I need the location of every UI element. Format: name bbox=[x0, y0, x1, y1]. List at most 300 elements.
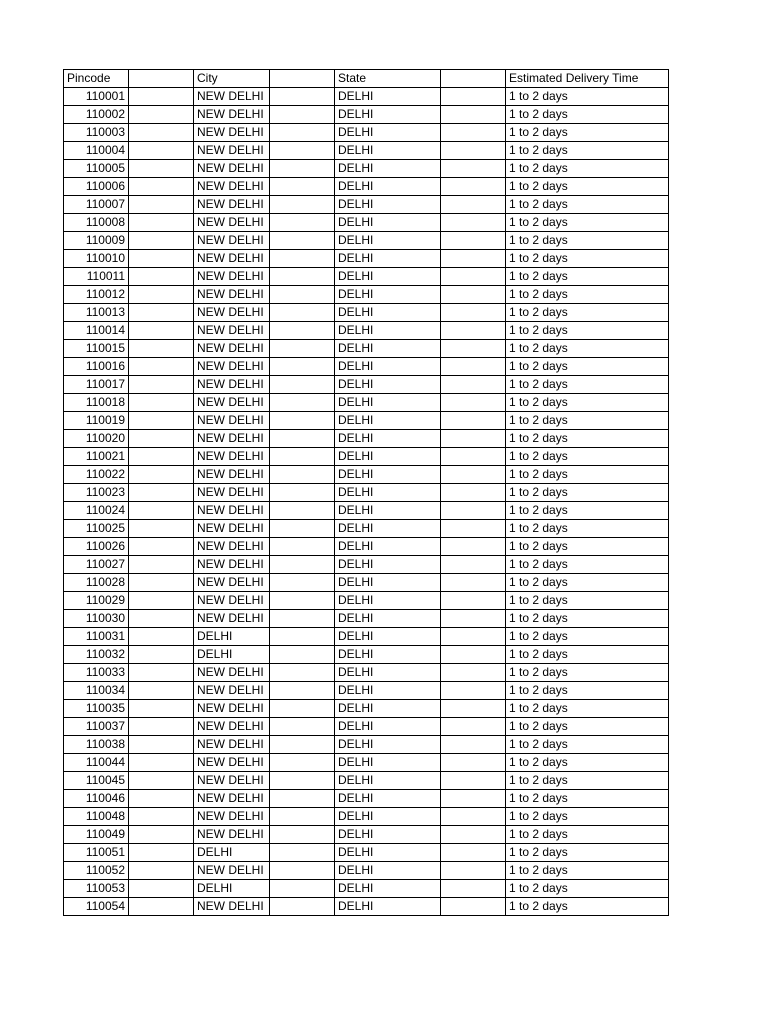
pincode-cell[interactable]: 110031 bbox=[64, 628, 129, 646]
city-cell[interactable]: NEW DELHI bbox=[194, 196, 270, 214]
blank-cell[interactable] bbox=[270, 448, 335, 466]
blank-cell[interactable] bbox=[270, 574, 335, 592]
delivery-time-cell[interactable]: 1 to 2 days bbox=[506, 484, 669, 502]
city-cell[interactable]: NEW DELHI bbox=[194, 232, 270, 250]
pincode-cell[interactable]: 110048 bbox=[64, 808, 129, 826]
blank-cell[interactable] bbox=[129, 214, 194, 232]
blank-cell[interactable] bbox=[441, 232, 506, 250]
state-cell[interactable]: DELHI bbox=[335, 466, 441, 484]
delivery-time-cell[interactable]: 1 to 2 days bbox=[506, 376, 669, 394]
header-state[interactable]: State bbox=[335, 70, 441, 88]
delivery-time-cell[interactable]: 1 to 2 days bbox=[506, 520, 669, 538]
city-cell[interactable]: NEW DELHI bbox=[194, 610, 270, 628]
blank-cell[interactable] bbox=[129, 520, 194, 538]
pincode-cell[interactable]: 110032 bbox=[64, 646, 129, 664]
blank-cell[interactable] bbox=[441, 520, 506, 538]
delivery-time-cell[interactable]: 1 to 2 days bbox=[506, 178, 669, 196]
blank-cell[interactable] bbox=[270, 808, 335, 826]
state-cell[interactable]: DELHI bbox=[335, 880, 441, 898]
city-cell[interactable]: NEW DELHI bbox=[194, 466, 270, 484]
blank-cell[interactable] bbox=[129, 592, 194, 610]
state-cell[interactable]: DELHI bbox=[335, 250, 441, 268]
blank-cell[interactable] bbox=[270, 466, 335, 484]
city-cell[interactable]: NEW DELHI bbox=[194, 340, 270, 358]
blank-cell[interactable] bbox=[270, 556, 335, 574]
blank-cell[interactable] bbox=[129, 718, 194, 736]
blank-cell[interactable] bbox=[441, 772, 506, 790]
city-cell[interactable]: NEW DELHI bbox=[194, 412, 270, 430]
blank-cell[interactable] bbox=[441, 196, 506, 214]
pincode-cell[interactable]: 110029 bbox=[64, 592, 129, 610]
state-cell[interactable]: DELHI bbox=[335, 754, 441, 772]
delivery-time-cell[interactable]: 1 to 2 days bbox=[506, 628, 669, 646]
blank-cell[interactable] bbox=[441, 808, 506, 826]
pincode-cell[interactable]: 110018 bbox=[64, 394, 129, 412]
pincode-cell[interactable]: 110011 bbox=[64, 268, 129, 286]
blank-cell[interactable] bbox=[129, 646, 194, 664]
delivery-time-cell[interactable]: 1 to 2 days bbox=[506, 790, 669, 808]
state-cell[interactable]: DELHI bbox=[335, 646, 441, 664]
blank-cell[interactable] bbox=[270, 304, 335, 322]
blank-cell[interactable] bbox=[441, 142, 506, 160]
blank-cell[interactable] bbox=[441, 574, 506, 592]
city-cell[interactable]: NEW DELHI bbox=[194, 124, 270, 142]
state-cell[interactable]: DELHI bbox=[335, 286, 441, 304]
state-cell[interactable]: DELHI bbox=[335, 574, 441, 592]
blank-cell[interactable] bbox=[129, 358, 194, 376]
state-cell[interactable]: DELHI bbox=[335, 664, 441, 682]
pincode-cell[interactable]: 110034 bbox=[64, 682, 129, 700]
pincode-cell[interactable]: 110009 bbox=[64, 232, 129, 250]
blank-cell[interactable] bbox=[270, 682, 335, 700]
blank-cell[interactable] bbox=[441, 502, 506, 520]
state-cell[interactable]: DELHI bbox=[335, 358, 441, 376]
blank-cell[interactable] bbox=[270, 790, 335, 808]
pincode-cell[interactable]: 110004 bbox=[64, 142, 129, 160]
blank-cell[interactable] bbox=[441, 124, 506, 142]
blank-cell[interactable] bbox=[270, 430, 335, 448]
blank-cell[interactable] bbox=[441, 700, 506, 718]
blank-cell[interactable] bbox=[270, 538, 335, 556]
blank-cell[interactable] bbox=[129, 124, 194, 142]
state-cell[interactable]: DELHI bbox=[335, 376, 441, 394]
blank-cell[interactable] bbox=[129, 394, 194, 412]
pincode-cell[interactable]: 110044 bbox=[64, 754, 129, 772]
state-cell[interactable]: DELHI bbox=[335, 628, 441, 646]
delivery-time-cell[interactable]: 1 to 2 days bbox=[506, 646, 669, 664]
blank-cell[interactable] bbox=[129, 808, 194, 826]
pincode-cell[interactable]: 110024 bbox=[64, 502, 129, 520]
blank-cell[interactable] bbox=[270, 484, 335, 502]
city-cell[interactable]: NEW DELHI bbox=[194, 772, 270, 790]
blank-cell[interactable] bbox=[270, 268, 335, 286]
blank-cell[interactable] bbox=[270, 376, 335, 394]
blank-cell[interactable] bbox=[270, 322, 335, 340]
pincode-cell[interactable]: 110002 bbox=[64, 106, 129, 124]
city-cell[interactable]: NEW DELHI bbox=[194, 484, 270, 502]
state-cell[interactable]: DELHI bbox=[335, 898, 441, 916]
blank-cell[interactable] bbox=[129, 250, 194, 268]
city-cell[interactable]: NEW DELHI bbox=[194, 754, 270, 772]
delivery-time-cell[interactable]: 1 to 2 days bbox=[506, 592, 669, 610]
blank-cell[interactable] bbox=[441, 484, 506, 502]
city-cell[interactable]: NEW DELHI bbox=[194, 448, 270, 466]
header-pincode[interactable]: Pincode bbox=[64, 70, 129, 88]
pincode-cell[interactable]: 110045 bbox=[64, 772, 129, 790]
blank-cell[interactable] bbox=[129, 556, 194, 574]
blank-cell[interactable] bbox=[129, 106, 194, 124]
pincode-cell[interactable]: 110027 bbox=[64, 556, 129, 574]
blank-cell[interactable] bbox=[129, 268, 194, 286]
delivery-time-cell[interactable]: 1 to 2 days bbox=[506, 808, 669, 826]
city-cell[interactable]: NEW DELHI bbox=[194, 268, 270, 286]
header-city[interactable]: City bbox=[194, 70, 270, 88]
blank-cell[interactable] bbox=[441, 790, 506, 808]
pincode-cell[interactable]: 110053 bbox=[64, 880, 129, 898]
delivery-time-cell[interactable]: 1 to 2 days bbox=[506, 214, 669, 232]
state-cell[interactable]: DELHI bbox=[335, 736, 441, 754]
delivery-time-cell[interactable]: 1 to 2 days bbox=[506, 88, 669, 106]
state-cell[interactable]: DELHI bbox=[335, 556, 441, 574]
blank-cell[interactable] bbox=[441, 538, 506, 556]
state-cell[interactable]: DELHI bbox=[335, 124, 441, 142]
blank-cell[interactable] bbox=[129, 610, 194, 628]
city-cell[interactable]: DELHI bbox=[194, 844, 270, 862]
pincode-cell[interactable]: 110030 bbox=[64, 610, 129, 628]
state-cell[interactable]: DELHI bbox=[335, 772, 441, 790]
city-cell[interactable]: NEW DELHI bbox=[194, 736, 270, 754]
state-cell[interactable]: DELHI bbox=[335, 178, 441, 196]
delivery-time-cell[interactable]: 1 to 2 days bbox=[506, 664, 669, 682]
header-delivery-time[interactable]: Estimated Delivery Time bbox=[506, 70, 669, 88]
blank-cell[interactable] bbox=[129, 322, 194, 340]
blank-cell[interactable] bbox=[441, 844, 506, 862]
city-cell[interactable]: NEW DELHI bbox=[194, 106, 270, 124]
delivery-time-cell[interactable]: 1 to 2 days bbox=[506, 160, 669, 178]
state-cell[interactable]: DELHI bbox=[335, 232, 441, 250]
delivery-time-cell[interactable]: 1 to 2 days bbox=[506, 430, 669, 448]
blank-cell[interactable] bbox=[129, 628, 194, 646]
blank-cell[interactable] bbox=[270, 214, 335, 232]
city-cell[interactable]: NEW DELHI bbox=[194, 556, 270, 574]
blank-cell[interactable] bbox=[270, 772, 335, 790]
blank-cell[interactable] bbox=[270, 664, 335, 682]
delivery-time-cell[interactable]: 1 to 2 days bbox=[506, 610, 669, 628]
blank-cell[interactable] bbox=[270, 412, 335, 430]
blank-cell[interactable] bbox=[441, 88, 506, 106]
pincode-cell[interactable]: 110049 bbox=[64, 826, 129, 844]
pincode-cell[interactable]: 110014 bbox=[64, 322, 129, 340]
state-cell[interactable]: DELHI bbox=[335, 592, 441, 610]
blank-cell[interactable] bbox=[441, 466, 506, 484]
delivery-time-cell[interactable]: 1 to 2 days bbox=[506, 232, 669, 250]
delivery-time-cell[interactable]: 1 to 2 days bbox=[506, 700, 669, 718]
blank-cell[interactable] bbox=[270, 196, 335, 214]
state-cell[interactable]: DELHI bbox=[335, 808, 441, 826]
pincode-cell[interactable]: 110028 bbox=[64, 574, 129, 592]
city-cell[interactable]: NEW DELHI bbox=[194, 700, 270, 718]
blank-cell[interactable] bbox=[129, 448, 194, 466]
blank-cell[interactable] bbox=[270, 520, 335, 538]
pincode-cell[interactable]: 110025 bbox=[64, 520, 129, 538]
blank-cell[interactable] bbox=[441, 250, 506, 268]
pincode-cell[interactable]: 110012 bbox=[64, 286, 129, 304]
blank-cell[interactable] bbox=[129, 772, 194, 790]
state-cell[interactable]: DELHI bbox=[335, 484, 441, 502]
blank-cell[interactable] bbox=[441, 880, 506, 898]
city-cell[interactable]: NEW DELHI bbox=[194, 538, 270, 556]
blank-cell[interactable] bbox=[129, 466, 194, 484]
blank-cell[interactable] bbox=[129, 304, 194, 322]
blank-cell[interactable] bbox=[441, 556, 506, 574]
delivery-time-cell[interactable]: 1 to 2 days bbox=[506, 448, 669, 466]
state-cell[interactable]: DELHI bbox=[335, 340, 441, 358]
city-cell[interactable]: NEW DELHI bbox=[194, 214, 270, 232]
blank-cell[interactable] bbox=[129, 700, 194, 718]
pincode-cell[interactable]: 110033 bbox=[64, 664, 129, 682]
state-cell[interactable]: DELHI bbox=[335, 322, 441, 340]
city-cell[interactable]: NEW DELHI bbox=[194, 286, 270, 304]
blank-cell[interactable] bbox=[270, 340, 335, 358]
blank-cell[interactable] bbox=[441, 178, 506, 196]
pincode-cell[interactable]: 110008 bbox=[64, 214, 129, 232]
city-cell[interactable]: NEW DELHI bbox=[194, 664, 270, 682]
city-cell[interactable]: NEW DELHI bbox=[194, 88, 270, 106]
delivery-time-cell[interactable]: 1 to 2 days bbox=[506, 142, 669, 160]
pincode-cell[interactable]: 110016 bbox=[64, 358, 129, 376]
blank-cell[interactable] bbox=[270, 502, 335, 520]
blank-cell[interactable] bbox=[270, 250, 335, 268]
pincode-cell[interactable]: 110046 bbox=[64, 790, 129, 808]
state-cell[interactable]: DELHI bbox=[335, 88, 441, 106]
pincode-cell[interactable]: 110038 bbox=[64, 736, 129, 754]
blank-cell[interactable] bbox=[270, 286, 335, 304]
delivery-time-cell[interactable]: 1 to 2 days bbox=[506, 304, 669, 322]
blank-cell[interactable] bbox=[270, 88, 335, 106]
pincode-cell[interactable]: 110017 bbox=[64, 376, 129, 394]
blank-cell[interactable] bbox=[441, 628, 506, 646]
state-cell[interactable]: DELHI bbox=[335, 394, 441, 412]
delivery-time-cell[interactable]: 1 to 2 days bbox=[506, 322, 669, 340]
blank-cell[interactable] bbox=[441, 430, 506, 448]
blank-cell[interactable] bbox=[270, 592, 335, 610]
blank-cell[interactable] bbox=[270, 142, 335, 160]
delivery-time-cell[interactable]: 1 to 2 days bbox=[506, 862, 669, 880]
blank-cell[interactable] bbox=[441, 394, 506, 412]
state-cell[interactable]: DELHI bbox=[335, 160, 441, 178]
blank-cell[interactable] bbox=[441, 286, 506, 304]
city-cell[interactable]: NEW DELHI bbox=[194, 574, 270, 592]
pincode-cell[interactable]: 110054 bbox=[64, 898, 129, 916]
city-cell[interactable]: NEW DELHI bbox=[194, 142, 270, 160]
state-cell[interactable]: DELHI bbox=[335, 142, 441, 160]
blank-cell[interactable] bbox=[129, 664, 194, 682]
city-cell[interactable]: NEW DELHI bbox=[194, 502, 270, 520]
blank-cell[interactable] bbox=[270, 700, 335, 718]
state-cell[interactable]: DELHI bbox=[335, 448, 441, 466]
delivery-time-cell[interactable]: 1 to 2 days bbox=[506, 412, 669, 430]
delivery-time-cell[interactable]: 1 to 2 days bbox=[506, 556, 669, 574]
delivery-time-cell[interactable]: 1 to 2 days bbox=[506, 250, 669, 268]
delivery-time-cell[interactable]: 1 to 2 days bbox=[506, 538, 669, 556]
blank-cell[interactable] bbox=[129, 340, 194, 358]
state-cell[interactable]: DELHI bbox=[335, 790, 441, 808]
pincode-cell[interactable]: 110006 bbox=[64, 178, 129, 196]
delivery-time-cell[interactable]: 1 to 2 days bbox=[506, 394, 669, 412]
header-blank-cell[interactable] bbox=[441, 70, 506, 88]
pincode-cell[interactable]: 110019 bbox=[64, 412, 129, 430]
city-cell[interactable]: NEW DELHI bbox=[194, 322, 270, 340]
city-cell[interactable]: NEW DELHI bbox=[194, 808, 270, 826]
blank-cell[interactable] bbox=[441, 898, 506, 916]
pincode-cell[interactable]: 110007 bbox=[64, 196, 129, 214]
city-cell[interactable]: DELHI bbox=[194, 880, 270, 898]
blank-cell[interactable] bbox=[129, 754, 194, 772]
blank-cell[interactable] bbox=[270, 736, 335, 754]
city-cell[interactable]: NEW DELHI bbox=[194, 898, 270, 916]
state-cell[interactable]: DELHI bbox=[335, 718, 441, 736]
city-cell[interactable]: NEW DELHI bbox=[194, 826, 270, 844]
blank-cell[interactable] bbox=[129, 412, 194, 430]
blank-cell[interactable] bbox=[441, 826, 506, 844]
state-cell[interactable]: DELHI bbox=[335, 268, 441, 286]
blank-cell[interactable] bbox=[270, 160, 335, 178]
delivery-time-cell[interactable]: 1 to 2 days bbox=[506, 844, 669, 862]
blank-cell[interactable] bbox=[441, 718, 506, 736]
blank-cell[interactable] bbox=[441, 412, 506, 430]
blank-cell[interactable] bbox=[270, 232, 335, 250]
state-cell[interactable]: DELHI bbox=[335, 700, 441, 718]
blank-cell[interactable] bbox=[270, 844, 335, 862]
delivery-time-cell[interactable]: 1 to 2 days bbox=[506, 754, 669, 772]
blank-cell[interactable] bbox=[441, 610, 506, 628]
delivery-time-cell[interactable]: 1 to 2 days bbox=[506, 736, 669, 754]
state-cell[interactable]: DELHI bbox=[335, 520, 441, 538]
blank-cell[interactable] bbox=[270, 628, 335, 646]
delivery-time-cell[interactable]: 1 to 2 days bbox=[506, 826, 669, 844]
blank-cell[interactable] bbox=[129, 844, 194, 862]
blank-cell[interactable] bbox=[441, 664, 506, 682]
header-blank-cell[interactable] bbox=[270, 70, 335, 88]
state-cell[interactable]: DELHI bbox=[335, 682, 441, 700]
blank-cell[interactable] bbox=[441, 592, 506, 610]
pincode-cell[interactable]: 110003 bbox=[64, 124, 129, 142]
state-cell[interactable]: DELHI bbox=[335, 430, 441, 448]
city-cell[interactable]: NEW DELHI bbox=[194, 682, 270, 700]
blank-cell[interactable] bbox=[441, 862, 506, 880]
state-cell[interactable]: DELHI bbox=[335, 610, 441, 628]
blank-cell[interactable] bbox=[270, 610, 335, 628]
blank-cell[interactable] bbox=[270, 898, 335, 916]
blank-cell[interactable] bbox=[270, 646, 335, 664]
blank-cell[interactable] bbox=[441, 448, 506, 466]
city-cell[interactable]: NEW DELHI bbox=[194, 790, 270, 808]
city-cell[interactable]: NEW DELHI bbox=[194, 430, 270, 448]
blank-cell[interactable] bbox=[441, 340, 506, 358]
pincode-cell[interactable]: 110037 bbox=[64, 718, 129, 736]
pincode-cell[interactable]: 110005 bbox=[64, 160, 129, 178]
blank-cell[interactable] bbox=[270, 106, 335, 124]
delivery-time-cell[interactable]: 1 to 2 days bbox=[506, 772, 669, 790]
blank-cell[interactable] bbox=[129, 178, 194, 196]
state-cell[interactable]: DELHI bbox=[335, 196, 441, 214]
state-cell[interactable]: DELHI bbox=[335, 106, 441, 124]
blank-cell[interactable] bbox=[270, 826, 335, 844]
blank-cell[interactable] bbox=[441, 736, 506, 754]
city-cell[interactable]: NEW DELHI bbox=[194, 178, 270, 196]
city-cell[interactable]: NEW DELHI bbox=[194, 376, 270, 394]
blank-cell[interactable] bbox=[270, 394, 335, 412]
state-cell[interactable]: DELHI bbox=[335, 862, 441, 880]
pincode-cell[interactable]: 110023 bbox=[64, 484, 129, 502]
pincode-cell[interactable]: 110010 bbox=[64, 250, 129, 268]
blank-cell[interactable] bbox=[441, 268, 506, 286]
blank-cell[interactable] bbox=[129, 502, 194, 520]
blank-cell[interactable] bbox=[129, 484, 194, 502]
blank-cell[interactable] bbox=[129, 286, 194, 304]
blank-cell[interactable] bbox=[270, 718, 335, 736]
blank-cell[interactable] bbox=[270, 124, 335, 142]
blank-cell[interactable] bbox=[129, 538, 194, 556]
blank-cell[interactable] bbox=[129, 826, 194, 844]
blank-cell[interactable] bbox=[129, 682, 194, 700]
delivery-time-cell[interactable]: 1 to 2 days bbox=[506, 196, 669, 214]
blank-cell[interactable] bbox=[441, 322, 506, 340]
blank-cell[interactable] bbox=[270, 754, 335, 772]
blank-cell[interactable] bbox=[441, 646, 506, 664]
blank-cell[interactable] bbox=[129, 160, 194, 178]
city-cell[interactable]: NEW DELHI bbox=[194, 592, 270, 610]
pincode-cell[interactable]: 110026 bbox=[64, 538, 129, 556]
state-cell[interactable]: DELHI bbox=[335, 412, 441, 430]
blank-cell[interactable] bbox=[441, 682, 506, 700]
delivery-time-cell[interactable]: 1 to 2 days bbox=[506, 682, 669, 700]
delivery-time-cell[interactable]: 1 to 2 days bbox=[506, 574, 669, 592]
blank-cell[interactable] bbox=[129, 898, 194, 916]
state-cell[interactable]: DELHI bbox=[335, 826, 441, 844]
blank-cell[interactable] bbox=[270, 862, 335, 880]
city-cell[interactable]: NEW DELHI bbox=[194, 862, 270, 880]
pincode-cell[interactable]: 110015 bbox=[64, 340, 129, 358]
blank-cell[interactable] bbox=[441, 160, 506, 178]
pincode-cell[interactable]: 110052 bbox=[64, 862, 129, 880]
delivery-time-cell[interactable]: 1 to 2 days bbox=[506, 718, 669, 736]
city-cell[interactable]: NEW DELHI bbox=[194, 250, 270, 268]
delivery-time-cell[interactable]: 1 to 2 days bbox=[506, 268, 669, 286]
blank-cell[interactable] bbox=[129, 196, 194, 214]
blank-cell[interactable] bbox=[129, 376, 194, 394]
blank-cell[interactable] bbox=[441, 106, 506, 124]
delivery-time-cell[interactable]: 1 to 2 days bbox=[506, 286, 669, 304]
city-cell[interactable]: DELHI bbox=[194, 628, 270, 646]
blank-cell[interactable] bbox=[129, 736, 194, 754]
city-cell[interactable]: NEW DELHI bbox=[194, 160, 270, 178]
blank-cell[interactable] bbox=[441, 214, 506, 232]
delivery-time-cell[interactable]: 1 to 2 days bbox=[506, 466, 669, 484]
blank-cell[interactable] bbox=[129, 880, 194, 898]
pincode-cell[interactable]: 110051 bbox=[64, 844, 129, 862]
pincode-cell[interactable]: 110001 bbox=[64, 88, 129, 106]
delivery-time-cell[interactable]: 1 to 2 days bbox=[506, 502, 669, 520]
state-cell[interactable]: DELHI bbox=[335, 538, 441, 556]
pincode-cell[interactable]: 110013 bbox=[64, 304, 129, 322]
blank-cell[interactable] bbox=[441, 376, 506, 394]
blank-cell[interactable] bbox=[441, 358, 506, 376]
header-blank-cell[interactable] bbox=[129, 70, 194, 88]
delivery-time-cell[interactable]: 1 to 2 days bbox=[506, 898, 669, 916]
blank-cell[interactable] bbox=[129, 430, 194, 448]
delivery-time-cell[interactable]: 1 to 2 days bbox=[506, 106, 669, 124]
